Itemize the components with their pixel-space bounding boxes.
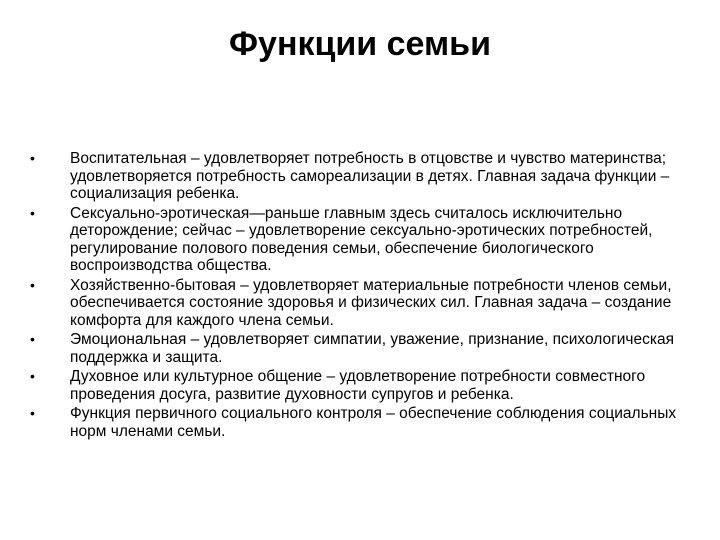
bullet-icon: • <box>30 368 35 384</box>
bullet-item-household <box>28 277 678 330</box>
bullet-item-spiritual <box>28 368 678 403</box>
bullet-icon: • <box>30 276 35 293</box>
bullet-text: Хозяйственно-бытовая – удовлетворяет материальные потребности членов семьи, обеспечивается состояние здоровья и физических сил. Главная задача – создание комфорта для каждого члена семьи. <box>70 276 672 329</box>
bullet-item-social-control <box>28 405 678 440</box>
bullet-text: Эмоциональная – удовлетворяет симпатии, уважение, признание, психологическая поддержка и защита. <box>70 331 675 366</box>
bullet-icon: • <box>30 204 35 221</box>
slide-title: Функции семьи <box>229 25 491 63</box>
bullet-icon: • <box>30 150 35 166</box>
bullet-text: Сексуально-эротическая—раньше главным здесь считалось исключительно деторождение; сейчас – удовлетворение сексуально-эротических потребностей, регулирование полового поведения семьи, обеспечение биологического воспроизводства общества. <box>70 204 653 274</box>
bullet-icon: • <box>30 331 35 347</box>
bullet-item-sexual <box>28 205 678 275</box>
bullet-list <box>28 150 678 442</box>
bullet-icon: • <box>30 405 35 421</box>
bullet-text: Воспитательная – удовлетворяет потребность в отцовстве и чувство материнства; удовлетворяется потребность самореализации в детях. Главная задача функции – социализация ребенка. <box>70 150 670 202</box>
bullet-text: Функция первичного социального контроля – обеспечение соблюдения социальных норм членами семьи. <box>70 405 677 440</box>
bullet-item-upbringing <box>28 150 678 203</box>
bullet-item-emotional <box>28 331 678 366</box>
bullet-text: Духовное или культурное общение – удовлетворение потребности совместного проведения досуга, развитие духовности супругов и ребенка. <box>70 368 646 403</box>
